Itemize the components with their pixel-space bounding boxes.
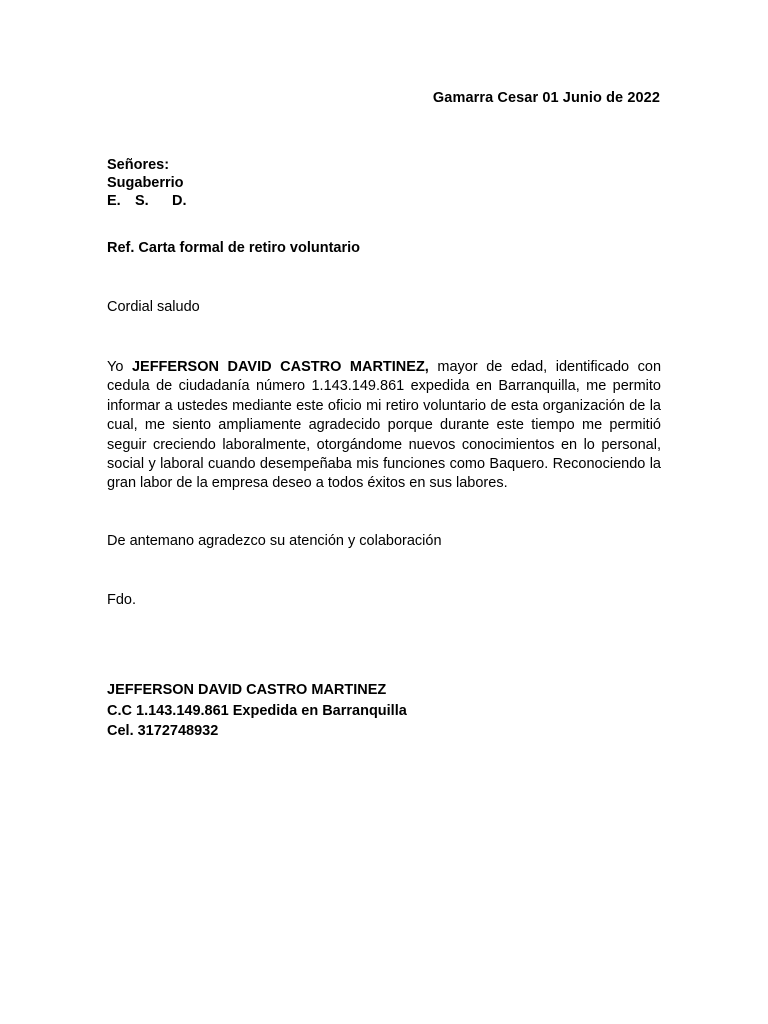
greeting: Cordial saludo bbox=[107, 299, 200, 315]
esd-d: D. bbox=[172, 193, 187, 209]
reference-line: Ref. Carta formal de retiro voluntario bbox=[107, 240, 360, 256]
recipient-company: Sugaberrio bbox=[107, 175, 184, 191]
closing-fdo: Fdo. bbox=[107, 592, 137, 608]
thanks-line: De antemano agradezco su atención y colaboración bbox=[107, 533, 442, 549]
body-name: JEFFERSON DAVID CASTRO MARTINEZ, bbox=[131, 359, 429, 375]
body-paragraph bbox=[107, 358, 661, 494]
date-line: Gamarra Cesar 01 Junio de 2022 bbox=[432, 90, 660, 106]
recipient-esd bbox=[107, 192, 187, 210]
recipient-salutation: Señores: bbox=[107, 157, 170, 173]
signature-block bbox=[107, 680, 407, 742]
esd-s: S. bbox=[135, 193, 149, 209]
signature-id: C.C 1.143.149.861 Expedida en Barranquilla bbox=[107, 702, 407, 719]
signature-name: JEFFERSON DAVID CASTRO MARTINEZ bbox=[107, 682, 387, 698]
signature-phone: Cel. 3172748932 bbox=[107, 723, 219, 739]
recipient-block bbox=[107, 156, 187, 210]
body-intro: Yo bbox=[107, 359, 132, 375]
esd-e: E. bbox=[107, 193, 121, 209]
body-text: mayor de edad, identificado con cedula de ciudadanía número 1.143.149.861 expedida en Barranquilla, me permito informar a ustedes mediante este oficio mi retiro voluntario de esta organización de la cual, me siento ampliamente agradecido porque durante este tiempo me permitió seguir creciendo laboralmente, otorgándome nuevos conocimientos en lo personal, social y laboral cuando desempeñaba mis funciones como Baquero. Reconociendo la gran labor de la empresa deseo a todos éxitos en sus labores. bbox=[107, 359, 662, 492]
